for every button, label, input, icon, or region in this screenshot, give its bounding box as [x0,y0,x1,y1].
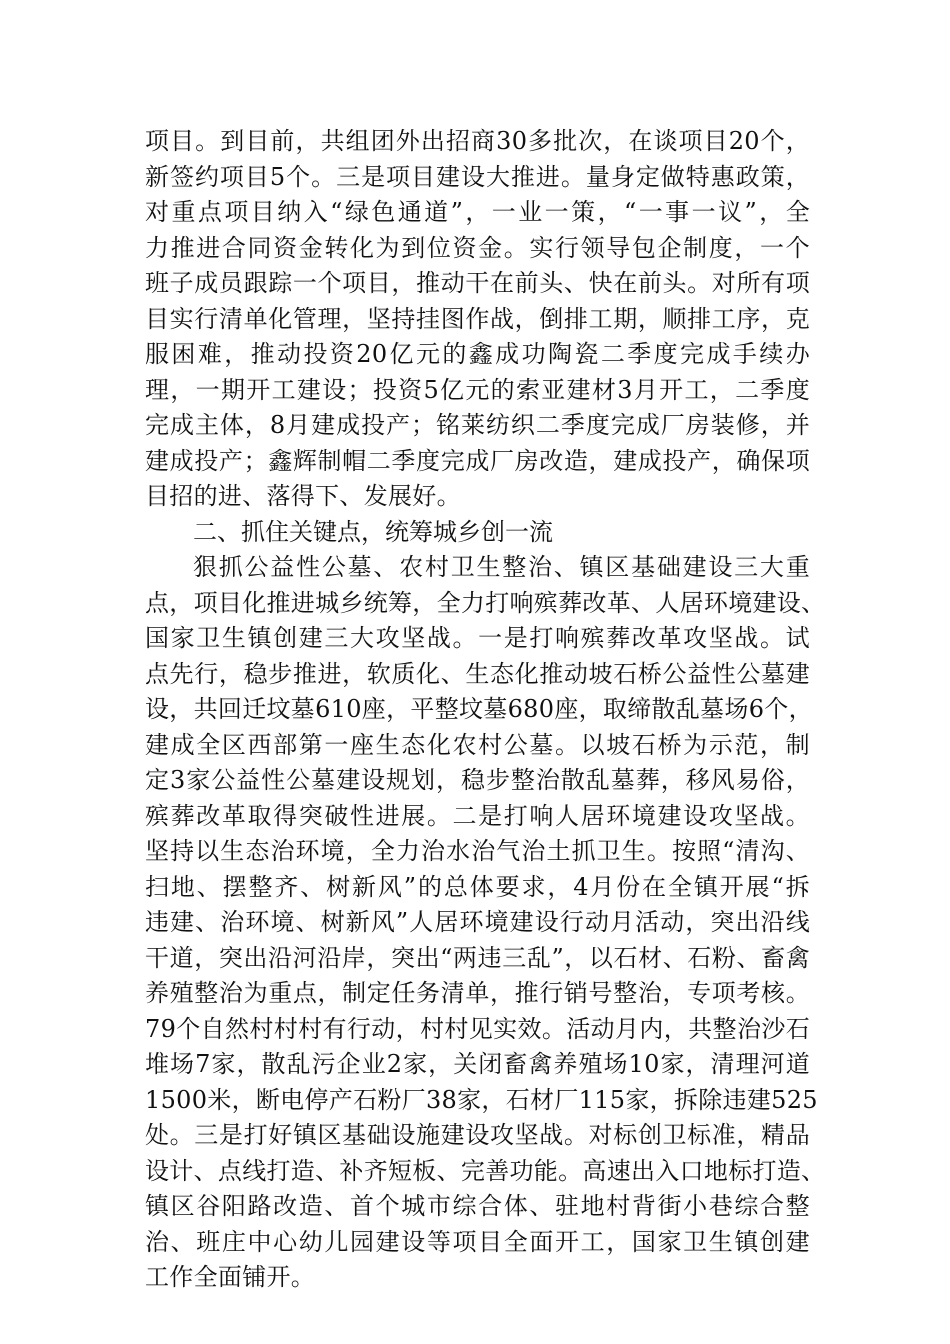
text-line: 班子成员跟踪一个项目，推动干在前头、快在前头。对所有项 [145,269,810,297]
text-line: 干道，突出沿河沿岸，突出“两违三乱”，以石材、石粉、畜禽 [145,943,810,972]
text-line: 点先行，稳步推进，软质化、生态化推动坡石桥公益性公墓建 [145,659,810,688]
text-line: 违建、治环境、树新风”人居环境建设行动月活动，突出沿线 [145,908,810,936]
text-line: 79个自然村村村有行动，村村见实效。活动月内，共整治沙石 [145,1014,810,1043]
text-line: 扫地、摆整齐、树新风”的总体要求，4月份在全镇开展“拆 [145,872,810,901]
text-line: 国家卫生镇创建三大攻坚战。一是打响殡葬改革攻坚战。试 [145,624,810,652]
text-line: 镇区谷阳路改造、首个城市综合体、驻地村背街小巷综合整 [145,1192,810,1220]
text-line: 目实行清单化管理，坚持挂图作战，倒排工期，顺排工序，克 [145,304,810,333]
text-line: 狠抓公益性公墓、农村卫生整治、镇区基础建设三大重 [193,553,810,581]
text-line: 对重点项目纳入“绿色通道”，一业一策，“一事一议”，全 [145,198,810,226]
text-line: 目招的进、落得下、发展好。 [145,482,461,510]
text-line: 坚持以生态治环境，全力治水治气治土抓卫生。按照“清沟、 [145,837,810,865]
text-line: 工作全面铺开。 [145,1263,316,1291]
text-line: 设，共回迁坟墓610座，平整坟墓680座，取缔散乱墓场6个， [145,695,813,723]
section-heading: 二、抓住关键点，统筹城乡创一流 [193,517,553,546]
text-line: 完成主体，8月建成投产；铭莱纺织二季度完成厂房装修，并 [145,411,810,439]
text-line: 设计、点线打造、补齐短板、完善功能。高速出入口地标打造、 [145,1156,826,1185]
body-text [145,124,826,1296]
text-line: 力推进合同资金转化为到位资金。实行领导包企制度，一个 [145,233,810,262]
text-line: 殡葬改革取得突破性进展。二是打响人居环境建设攻坚战。 [145,801,810,830]
text-line: 治、班庄中心幼儿园建设等项目全面开工，国家卫生镇创建 [145,1227,810,1256]
text-line: 养殖整治为重点，制定任务清单，推行销号整治，专项考核。 [145,979,810,1007]
text-line: 堆场7家，散乱污企业2家，关闭畜禽养殖场10家，清理河道 [145,1050,810,1078]
text-line: 项目。到目前，共组团外出招商30多批次，在谈项目20个， [145,127,810,155]
text-line: 建成投产；鑫辉制帽二季度完成厂房改造，建成投产，确保项 [145,446,810,475]
paragraph-2 [145,550,826,1296]
text-line: 理，一期开工建设；投资5亿元的索亚建材3月开工，二季度 [145,375,810,404]
text-line: 定3家公益性公墓建设规划，稳步整治散乱墓葬，移风易俗， [145,766,810,794]
paragraph-1 [145,124,810,515]
text-line: 1500米，断电停产石粉厂38家，石材厂115家，拆除违建525 [145,1085,818,1114]
text-line: 服困难，推动投资20亿元的鑫成功陶瓷二季度完成手续办 [145,340,810,368]
text-line: 建成全区西部第一座生态化农村公墓。以坡石桥为示范，制 [145,730,810,759]
text-line: 处。三是打好镇区基础设施建设攻坚战。对标创卫标准，精品 [145,1121,810,1149]
text-line: 点，项目化推进城乡统筹，全力打响殡葬改革、人居环境建设、 [145,588,826,617]
text-line: 新签约项目5个。三是项目建设大推进。量身定做特惠政策， [145,162,810,191]
